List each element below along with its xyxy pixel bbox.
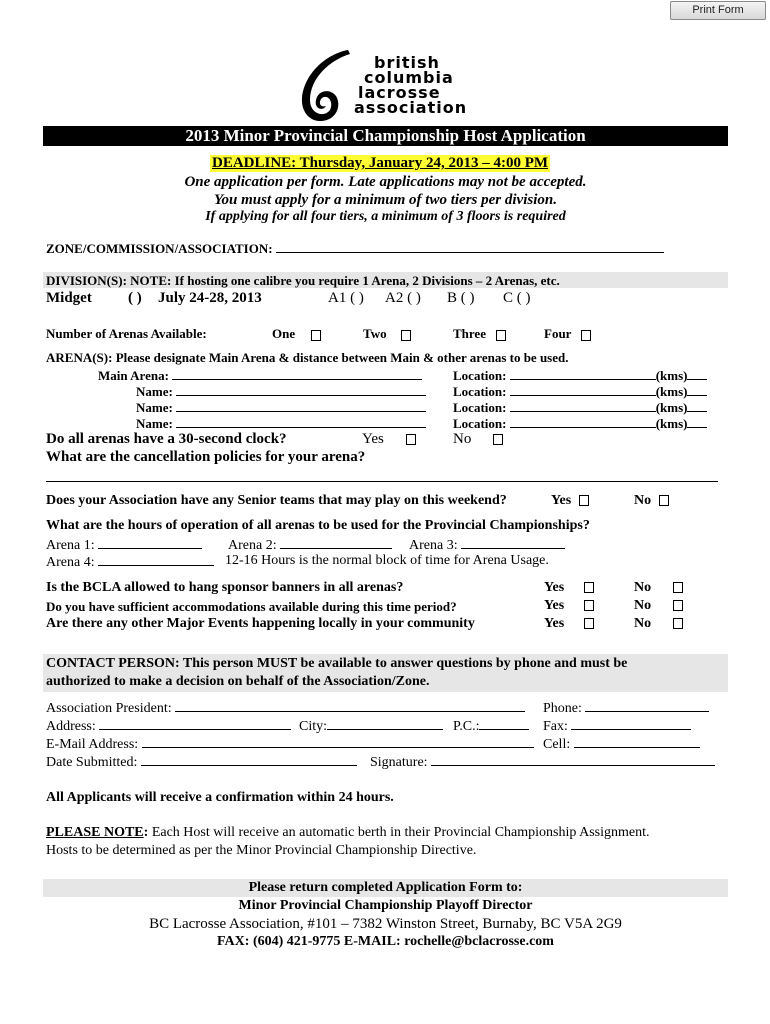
return-line-2: Minor Provincial Championship Playoff Director: [238, 898, 533, 913]
bcla-logo: [296, 48, 476, 124]
signature-field[interactable]: Signature:: [370, 753, 715, 771]
please-note: PLEASE NOTE: Each Host will receive an automatic berth in their Provincial Championship Assignment.: [46, 825, 650, 840]
intro-line-1: One application per form. Late applications may not be accepted.: [184, 174, 587, 190]
arena-location-field[interactable]: Location: (kms): [453, 415, 707, 432]
arena-location-field[interactable]: Location: (kms): [453, 383, 707, 400]
tier-b[interactable]: B ( ): [447, 290, 475, 306]
arena-note: ARENA(S): Please designate Main Arena & distance between Main & other arenas to be used.: [46, 350, 569, 365]
logo-line-2: columbia: [364, 68, 454, 87]
cell-field[interactable]: Cell:: [543, 735, 700, 753]
arenas-three[interactable]: Three: [453, 326, 506, 342]
accommodations-yes[interactable]: Yes: [544, 598, 594, 614]
arena-name-field[interactable]: Name:: [136, 383, 426, 400]
tier-c[interactable]: C ( ): [503, 290, 531, 306]
hours-arena-1[interactable]: Arena 1:: [46, 536, 202, 554]
division-check[interactable]: ( ): [128, 290, 142, 306]
senior-yes[interactable]: Yes: [551, 493, 589, 509]
return-address: BC Lacrosse Association, #101 – 7382 Winston Street, Burnaby, BC V5A 2G9: [149, 916, 622, 932]
banners-question: Is the BCLA allowed to hang sponsor banners in all arenas?: [46, 580, 404, 595]
clock-no[interactable]: No: [453, 431, 503, 448]
president-field[interactable]: Association President:: [46, 699, 525, 717]
lacrosse-stick-icon: [296, 48, 356, 124]
arena-name-field[interactable]: Name:: [136, 399, 426, 416]
confirmation-note: All Applicants will receive a confirmation within 24 hours.: [46, 790, 394, 805]
page-title: 2013 Minor Provincial Championship Host Application: [43, 126, 728, 146]
date-submitted-field[interactable]: Date Submitted:: [46, 753, 357, 771]
deadline: DEADLINE: Thursday, January 24, 2013 – 4:00 PM: [212, 155, 549, 171]
contact-line-2: authorized to make a decision on behalf of the Association/Zone.: [46, 674, 430, 689]
arenas-one[interactable]: One: [272, 326, 321, 342]
intro-line-2: You must apply for a minimum of two tiers per division.: [214, 192, 557, 208]
accommodations-question: Do you have sufficient accommodations available during this time period?: [46, 599, 457, 614]
fax-field[interactable]: Fax:: [543, 717, 691, 735]
logo-line-1: british: [374, 53, 440, 72]
hours-note: 12-16 Hours is the normal block of time for Arena Usage.: [225, 553, 549, 568]
contact-line-1: CONTACT PERSON: This person MUST be available to answer questions by phone and must be: [46, 656, 628, 671]
hours-arena-4[interactable]: Arena 4:: [46, 553, 214, 571]
intro-line-3: If applying for all four tiers, a minimum of 3 floors is required: [205, 209, 566, 224]
division-dates: July 24-28, 2013: [158, 290, 262, 306]
banners-no[interactable]: No: [634, 580, 683, 596]
print-form-button[interactable]: Print Form: [670, 1, 766, 20]
arena-name-field[interactable]: Name:: [136, 415, 426, 432]
hours-question: What are the hours of operation of all arenas to be used for the Provincial Championships?: [46, 518, 590, 533]
banners-yes[interactable]: Yes: [544, 580, 594, 596]
events-no[interactable]: No: [634, 616, 683, 632]
email-field[interactable]: E-Mail Address:: [46, 735, 534, 753]
phone-field[interactable]: Phone:: [543, 699, 709, 717]
return-contact: FAX: (604) 421-9775 E-MAIL: rochelle@bclacrosse.com: [217, 934, 554, 949]
logo-line-3: lacrosse: [358, 83, 441, 102]
clock-question: Do all arenas have a 30-second clock?: [46, 431, 287, 447]
senior-no[interactable]: No: [634, 493, 669, 509]
return-line-1: Please return completed Application Form to:: [248, 880, 523, 895]
address-field[interactable]: Address:: [46, 717, 291, 735]
zone-field[interactable]: ZONE/COMMISSION/ASSOCIATION:: [46, 240, 664, 257]
hours-arena-3[interactable]: Arena 3:: [409, 536, 565, 554]
please-note-line-2: Hosts to be determined as per the Minor Provincial Championship Directive.: [46, 843, 477, 858]
division-note: DIVISION(S): NOTE: If hosting one calibre you require 1 Arena, 2 Divisions – 2 Arenas, etc.: [46, 273, 560, 288]
division-name: Midget: [46, 290, 92, 306]
postal-code-field[interactable]: P.C.:: [453, 717, 529, 735]
events-yes[interactable]: Yes: [544, 616, 594, 632]
arenas-two[interactable]: Two: [363, 326, 411, 342]
logo-line-4: association: [354, 98, 468, 117]
events-question: Are there any other Major Events happening locally in your community: [46, 616, 475, 631]
arenas-four[interactable]: Four: [544, 326, 591, 342]
hours-arena-2[interactable]: Arena 2:: [228, 536, 392, 554]
clock-yes[interactable]: Yes: [362, 431, 416, 448]
city-field[interactable]: City:: [299, 717, 443, 735]
arena-location-field[interactable]: Location: (kms): [453, 367, 707, 384]
cancellation-line[interactable]: [46, 481, 718, 482]
tier-a1[interactable]: A1 ( ): [328, 290, 364, 306]
main-arena-field[interactable]: Main Arena:: [98, 367, 422, 384]
arenas-available-label: Number of Arenas Available:: [46, 326, 207, 341]
tier-a2[interactable]: A2 ( ): [385, 290, 421, 306]
senior-question: Does your Association have any Senior teams that may play on this weekend?: [46, 493, 507, 508]
accommodations-no[interactable]: No: [634, 598, 683, 614]
arena-location-field[interactable]: Location: (kms): [453, 399, 707, 416]
cancellation-question: What are the cancellation policies for your arena?: [46, 449, 366, 465]
